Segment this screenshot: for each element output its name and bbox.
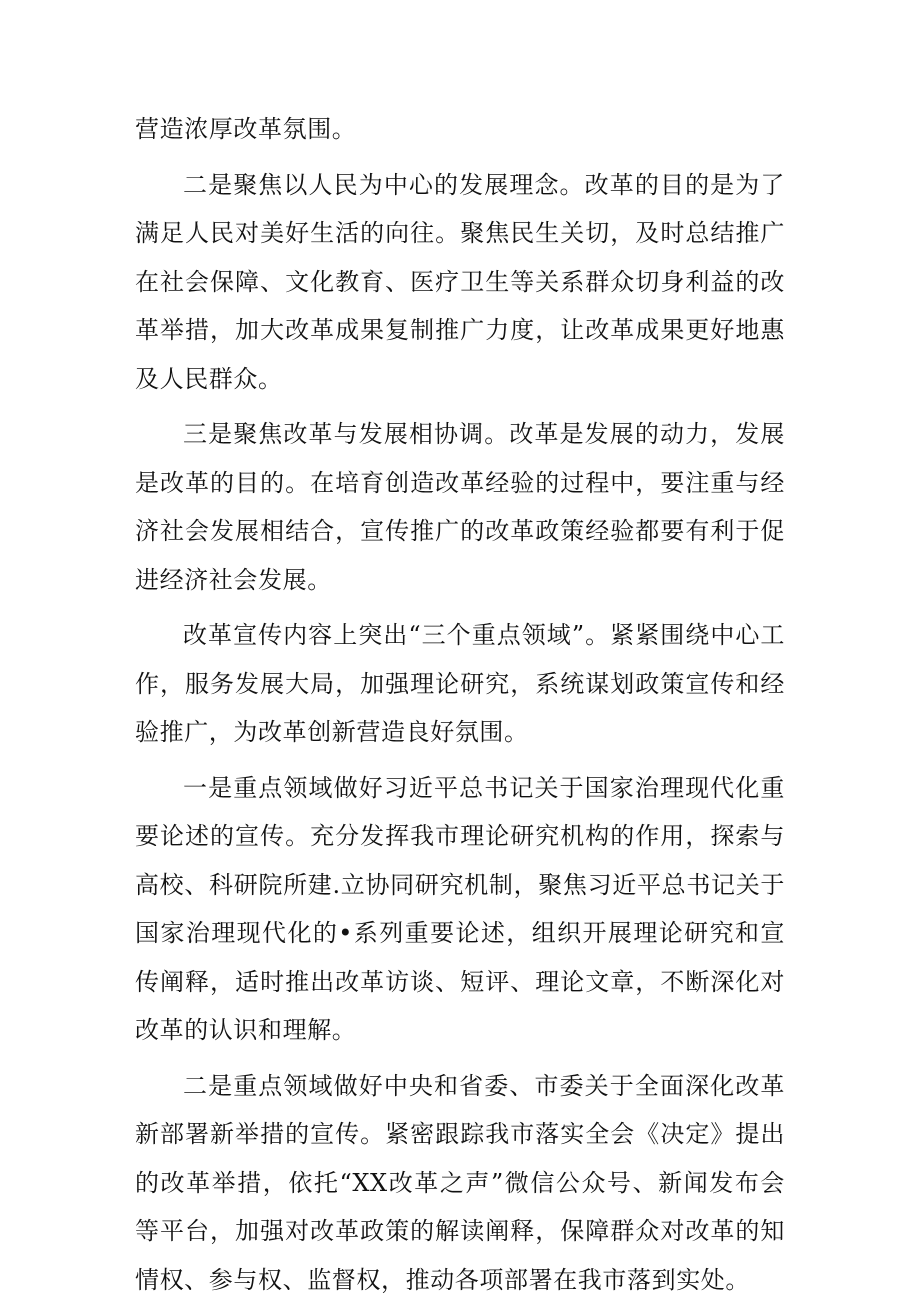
document-body — [135, 105, 785, 1311]
paragraph-key-area-two: 二是重点领域做好中央和省委、市委关于全面深化改革新部署新举措的宣传。紧密跟踪我市落实全会《决定》提出的改革举措，依托“XX改革之声”微信公众号、新闻发布会等平台，加强对改革政策的解读阐释，保障群众对改革的知情权、参与权、监督权，推动各项部署在我市落到实处。 — [135, 1071, 785, 1294]
paragraph-people-centered: 二是聚焦以人民为中心的发展理念。改革的目的是为了满足人民对美好生活的向往。聚焦民生关切，及时总结推广在社会保障、文化教育、医疗卫生等关系群众切身利益的改革举措，加大改革成果复制推广力度，让改革成果更好地惠及人民群众。 — [135, 170, 785, 393]
paragraph-continued: 营造浓厚改革氛围。 — [135, 115, 357, 143]
paragraph-key-area-one: 一是重点领域做好习近平总书记关于国家治理现代化重要论述的宣传。充分发挥我市理论研究机构的作用，探索与高校、科研院所建.立协同研究机制，聚焦习近平总书记关于国家治理现代化的•系列重要论述，组织开展理论研究和宣传阐释，适时推出改革访谈、短评、理论文章，不断深化对改革的认识和理解。 — [135, 773, 785, 1044]
paragraph-three-key-areas: 改革宣传内容上突出“三个重点领域”。紧紧围绕中心工作，服务发展大局，加强理论研究，系统谋划政策宣传和经验推广，为改革创新营造良好氛围。 — [135, 621, 785, 746]
paragraph-reform-development: 三是聚焦改革与发展相协调。改革是发展的动力，发展是改革的目的。在培育创造改革经验的过程中，要注重与经济社会发展相结合，宣传推广的改革政策经验都要有利于促进经济社会发展。 — [135, 420, 785, 594]
